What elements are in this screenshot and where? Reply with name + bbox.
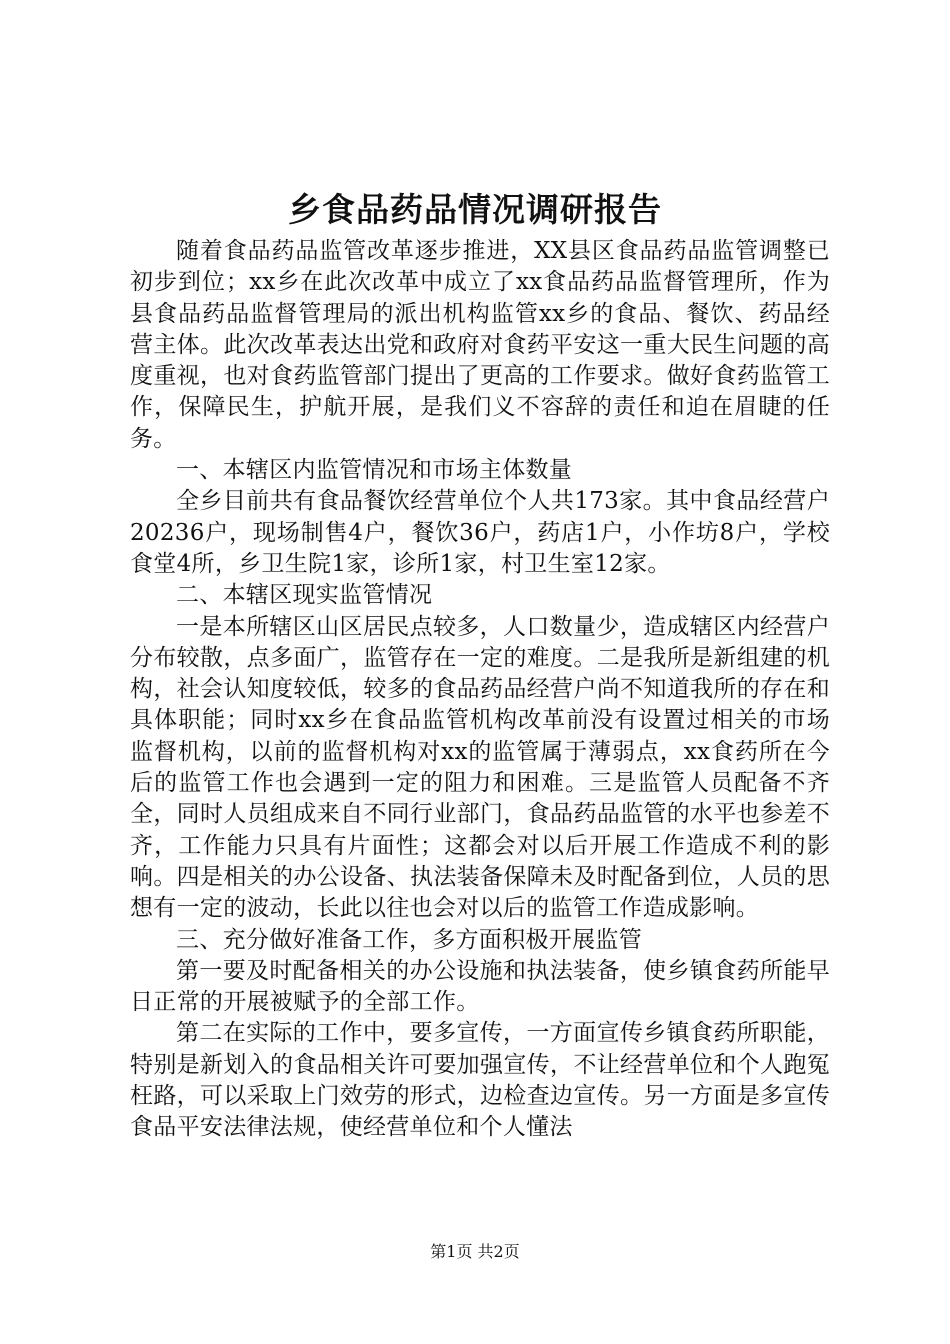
supervision-situation-paragraph: 一是本所辖区山区居民点较多，人口数量少，造成辖区内经营户分布较散，点多面广，监管存在一定的难度。二是我所是新组建的机构，社会认知度较低，较多的食品药品经营户尚不知道我所的存在和具体职能；同时xx乡在食品监管机构改革前没有设置过相关的市场监督机构，以前的监督机构对xx的监管属于薄弱点，xx食药所在今后的监管工作也会遇到一定的阻力和困难。三是监管人员配备不齐全，同时人员组成来自不同行业部门，食品药品监管的水平也参差不齐，工作能力只具有片面性；这都会对以后开展工作造成不利的影响。四是相关的办公设备、执法装备保障未及时配备到位，人员的思想有一定的波动，长此以往也会对以后的监管工作造成影响。: [130, 613, 830, 922]
section-heading-1: 一、本辖区内监管情况和市场主体数量: [176, 457, 573, 484]
measure-2-paragraph: 第二在实际的工作中，要多宣传，一方面宣传乡镇食药所职能，特别是新划入的食品相关许可要加强宣传，不让经营单位和个人跑冤枉路，可以采取上门效劳的形式，边检查边宣传。另一方面是多宣传食品平安法律法规，使经营单位和个人懂法: [130, 1020, 830, 1141]
market-count-paragraph: 全乡目前共有食品餐饮经营单位个人共173家。其中食品经营户20236户，现场制售4户，餐饮36户，药店1户，小作坊8户，学校食堂4所，乡卫生院1家，诊所1家，村卫生室12家。: [130, 488, 830, 577]
document-body: [130, 236, 830, 1144]
section-heading-2: 二、本辖区现实监管情况: [176, 582, 433, 609]
intro-paragraph: 随着食品药品监管改革逐步推进，XX县区食品药品监管调整已初步到位；xx乡在此次改革中成立了xx食品药品监督管理所，作为县食品药品监督管理局的派出机构监管xx乡的食品、餐饮、药品经营主体。此次改革表达出党和政府对食药平安这一重大民生问题的高度重视，也对食药监管部门提出了更高的工作要求。做好食药监管工作，保障民生，护航开展，是我们义不容辞的责任和迫在眉睫的任务。: [130, 238, 830, 452]
page-number-footer: 第1页 共2页: [430, 1242, 520, 1261]
measure-1-paragraph: 第一要及时配备相关的办公设施和执法装备，使乡镇食药所能早日正常的开展被赋予的全部工作。: [130, 957, 830, 1016]
section-heading-3: 三、充分做好准备工作，多方面积极开展监管: [176, 926, 642, 953]
document-title: 乡食品药品情况调研报告: [288, 190, 662, 229]
